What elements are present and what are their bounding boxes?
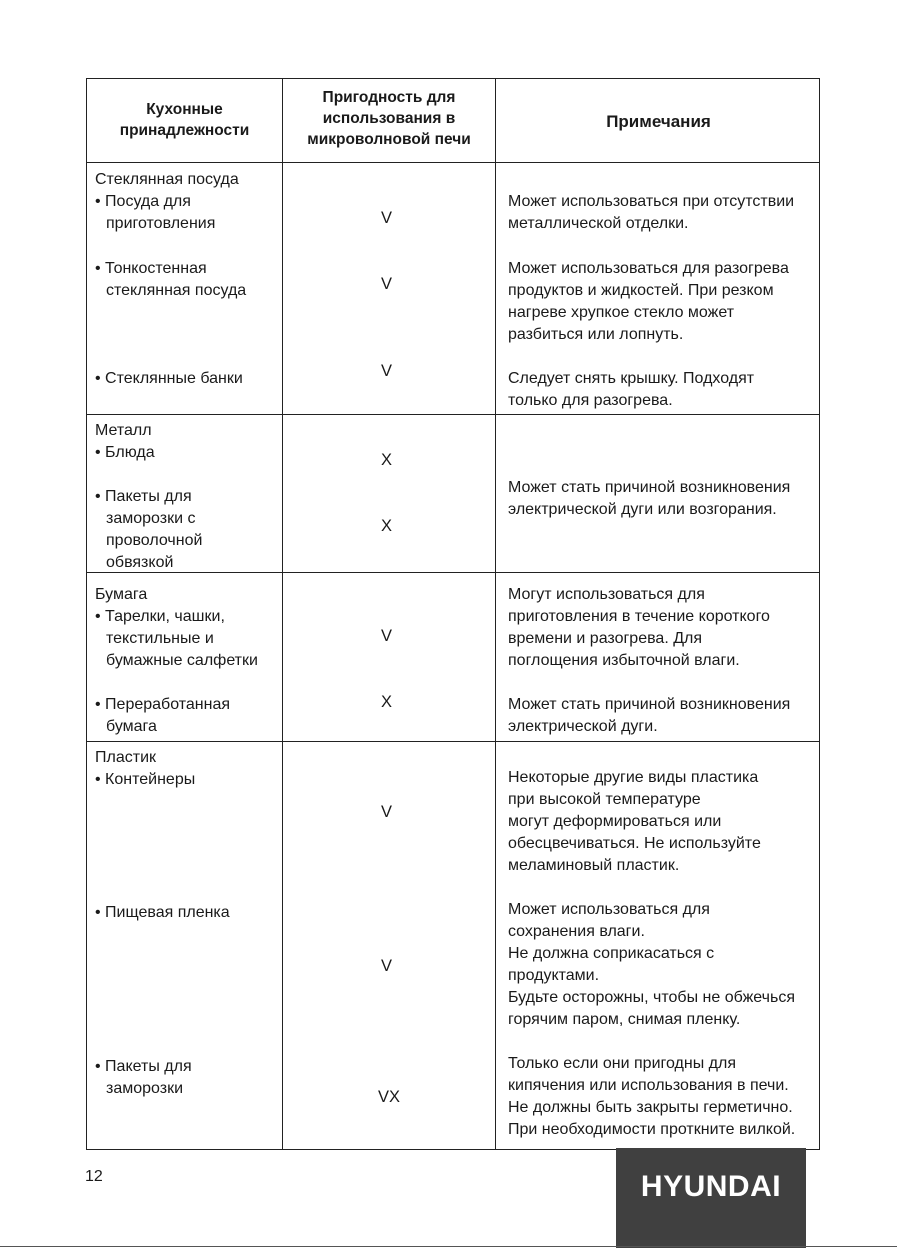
item-thin-glass: • Тонкостенная стеклянная посуда: [95, 260, 247, 299]
note-recycled-paper: Может стать причиной возникновения электрической дуги.: [508, 696, 791, 735]
item-food-film: • Пищевая пленка: [95, 904, 230, 921]
column-divider: [282, 79, 283, 1149]
category-metal: Металл: [95, 422, 152, 439]
category-paper: Бумага: [95, 586, 148, 603]
category-glass: Стеклянная посуда: [95, 171, 239, 188]
note-thin-glass: Может использоваться для разогрева продуктов и жидкостей. При резком нагреве хрупкое стекло может разбиться или лопнуть.: [508, 260, 789, 343]
column-divider: [495, 79, 496, 1149]
row-divider: [87, 414, 819, 415]
suitability-mark: X: [381, 451, 393, 469]
suitability-mark: V: [381, 627, 393, 645]
note-metal: Может стать причиной возникновения электрической дуги или возгорания.: [508, 479, 791, 518]
header-suitability: Пригодность для использования в микроволновой печи: [307, 89, 471, 148]
note-food-film: Может использоваться для сохранения влаги. Не должна соприкасаться с продуктами. Будьте осторожны, чтобы не обжечься горячим паром, снимая пленку.: [508, 901, 795, 1028]
header-notes: Примечания: [606, 112, 711, 131]
item-wire-bags: • Пакеты для заморозки с проволочной обвязкой: [95, 488, 203, 571]
page-bottom-rule: [0, 1246, 897, 1247]
page-number: 12: [85, 1168, 103, 1185]
note-glass-jars: Следует снять крышку. Подходят только для разогрева.: [508, 370, 755, 409]
category-plastic: Пластик: [95, 749, 156, 766]
item-dishes: • Блюда: [95, 444, 155, 461]
suitability-mark: V: [381, 209, 393, 227]
suitability-mark: V: [381, 275, 393, 293]
note-freezer-bags: Только если они пригодны для кипячения или использования в печи. Не должны быть закрыты герметично. При необходимости проткните вилкой.: [508, 1055, 796, 1138]
suitability-mark: V: [381, 957, 393, 975]
item-plates-napkins: • Тарелки, чашки, текстильные и бумажные салфетки: [95, 608, 258, 669]
suitability-mark: V: [381, 803, 393, 821]
brand-logo: [616, 1148, 806, 1248]
item-freezer-bags: • Пакеты для заморозки: [95, 1058, 192, 1097]
item-glass-jars: • Стеклянные банки: [95, 370, 243, 387]
item-containers: • Контейнеры: [95, 771, 196, 788]
suitability-mark: X: [381, 517, 393, 535]
header-accessories: Кухонные принадлежности: [119, 101, 250, 139]
suitability-mark: VX: [378, 1088, 401, 1106]
compatibility-table: [86, 78, 820, 1150]
item-recycled-paper: • Переработанная бумага: [95, 696, 231, 735]
suitability-mark: X: [381, 693, 393, 711]
note-cookware: Может использоваться при отсутствии металлической отделки.: [508, 193, 795, 232]
brand-logo-text: HYUNDAI: [640, 1170, 782, 1203]
row-divider: [87, 741, 819, 742]
note-paper: Могут использоваться для приготовления в течение короткого времени и разогрева. Для поглощения избыточной влаги.: [508, 586, 770, 669]
suitability-mark: V: [381, 362, 393, 380]
item-cookware: • Посуда для приготовления: [95, 193, 216, 232]
note-containers: Некоторые другие виды пластика при высокой температуре могут деформироваться или обесцвечиваться. Не используйте меламиновый пластик.: [508, 769, 761, 874]
row-divider: [87, 162, 819, 163]
